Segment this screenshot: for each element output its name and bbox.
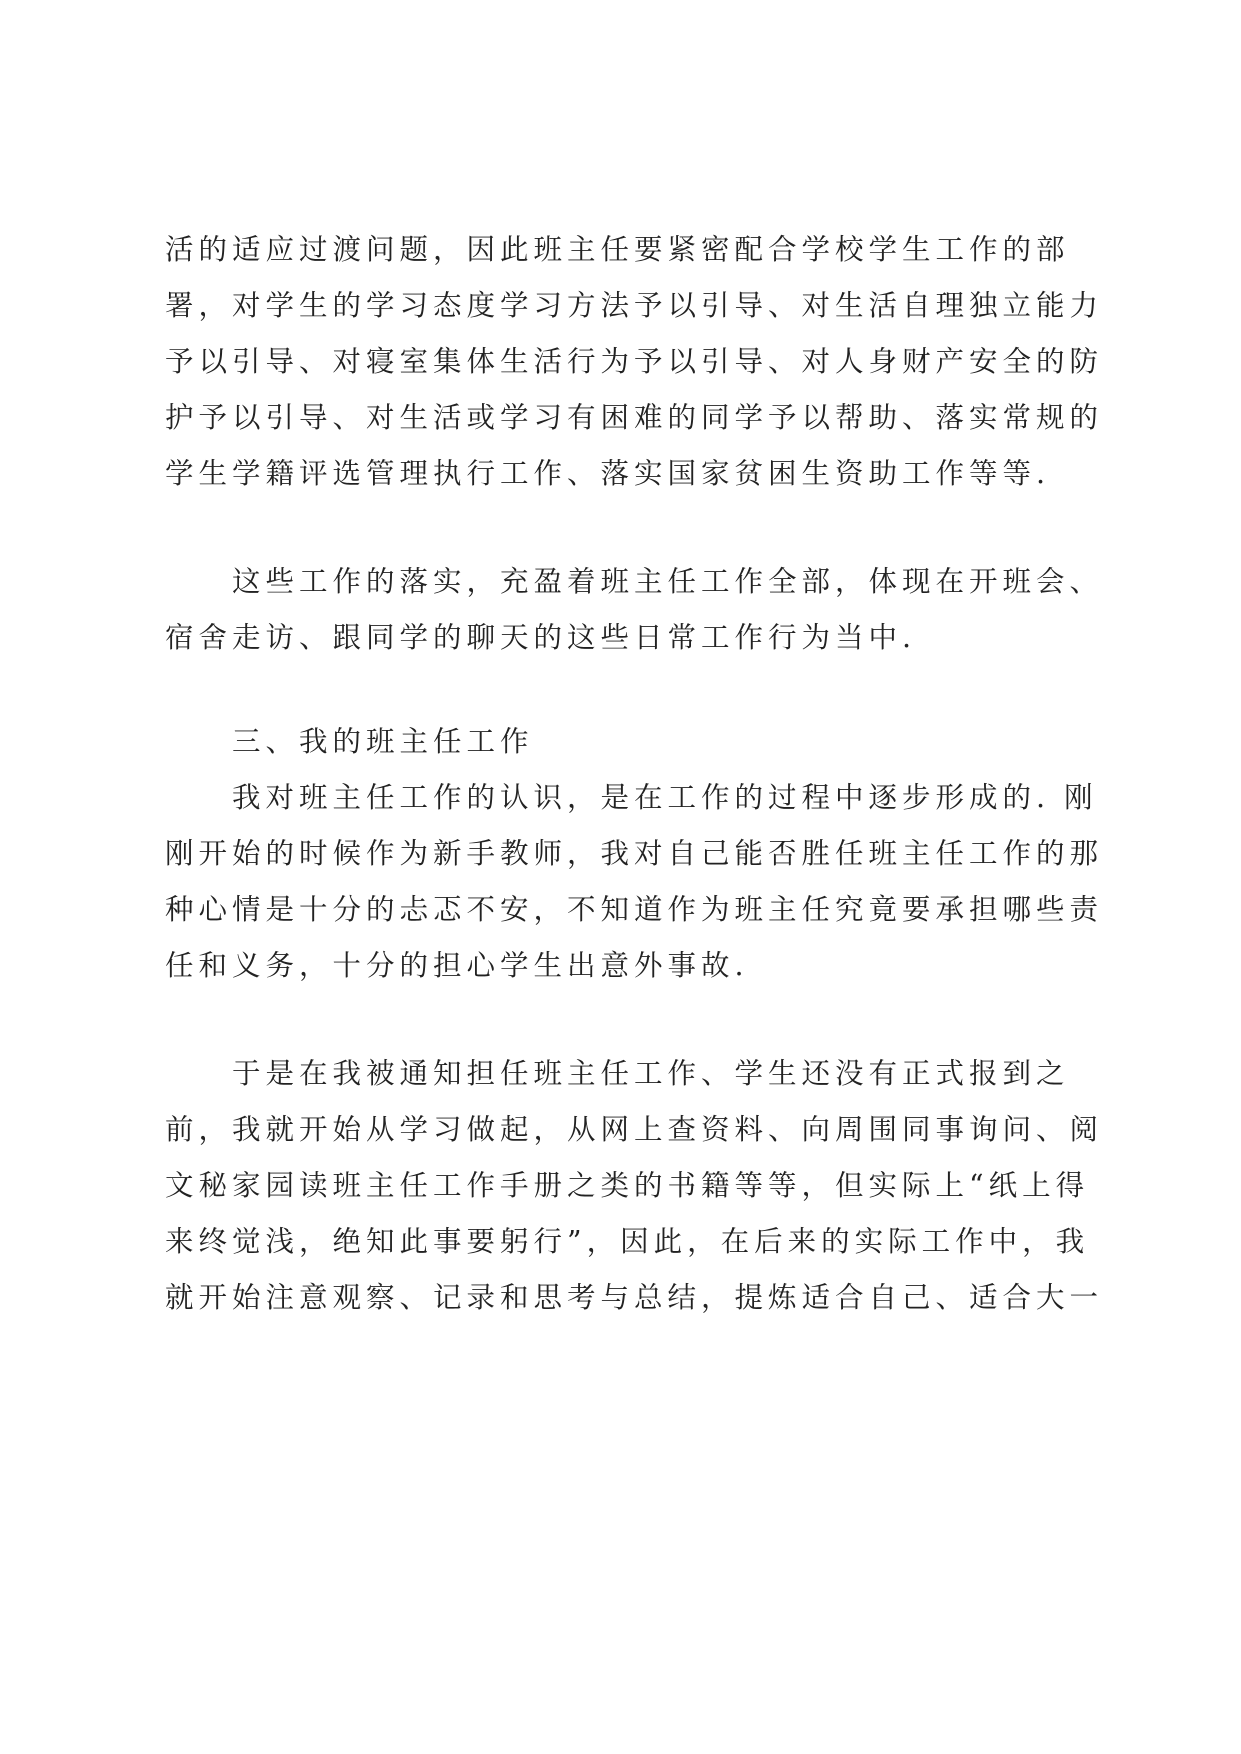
- paragraph-line: 署，对学生的学习态度学习方法予以引导、对生活自理独立能力: [165, 289, 1104, 322]
- paragraph-line: 学生学籍评选管理执行工作、落实国家贫困生资助工作等等.: [165, 457, 1051, 490]
- paragraph-line: 前，我就开始从学习做起，从网上查资料、向周围同事询问、阅: [165, 1113, 1104, 1146]
- paragraph-line: 刚开始的时候作为新手教师，我对自己能否胜任班主任工作的那: [165, 837, 1104, 870]
- paragraph-line: 予以引导、对寝室集体生活行为予以引导、对人身财产安全的防: [165, 345, 1104, 378]
- paragraph-line: 种心情是十分的忐忑不安，不知道作为班主任究竟要承担哪些责: [165, 893, 1104, 926]
- paragraph-line: 活的适应过渡问题，因此班主任要紧密配合学校学生工作的部: [165, 233, 1070, 266]
- paragraph-4: [165, 1046, 1104, 1326]
- paragraph-2: [165, 554, 1104, 666]
- paragraph-line: 于是在我被通知担任班主任工作、学生还没有正式报到之: [232, 1057, 1070, 1090]
- paragraph-3: [165, 770, 1104, 994]
- paragraph-line: 护予以引导、对生活或学习有困难的同学予以帮助、落实常规的: [165, 401, 1104, 434]
- paragraph-line: 就开始注意观察、记录和思考与总结，提炼适合自己、适合大一: [165, 1281, 1104, 1314]
- paragraph-line: 任和义务，十分的担心学生出意外事故.: [165, 949, 749, 982]
- paragraph-line: 宿舍走访、跟同学的聊天的这些日常工作行为当中.: [165, 621, 917, 654]
- paragraph-1: [165, 222, 1104, 502]
- paragraph-line: 来终觉浅，绝知此事要躬行”，因此，在后来的实际工作中，我: [165, 1225, 1090, 1258]
- section-heading: 三、我的班主任工作: [232, 725, 534, 758]
- section-heading-block: [165, 714, 1095, 770]
- paragraph-line: 文秘家园读班主任工作手册之类的书籍等等，但实际上“纸上得: [165, 1169, 1090, 1202]
- paragraph-line: 我对班主任工作的认识，是在工作的过程中逐步形成的. 刚: [232, 781, 1098, 814]
- paragraph-line: 这些工作的落实，充盈着班主任工作全部，体现在开班会、: [232, 565, 1104, 598]
- document-body: [165, 222, 1104, 1326]
